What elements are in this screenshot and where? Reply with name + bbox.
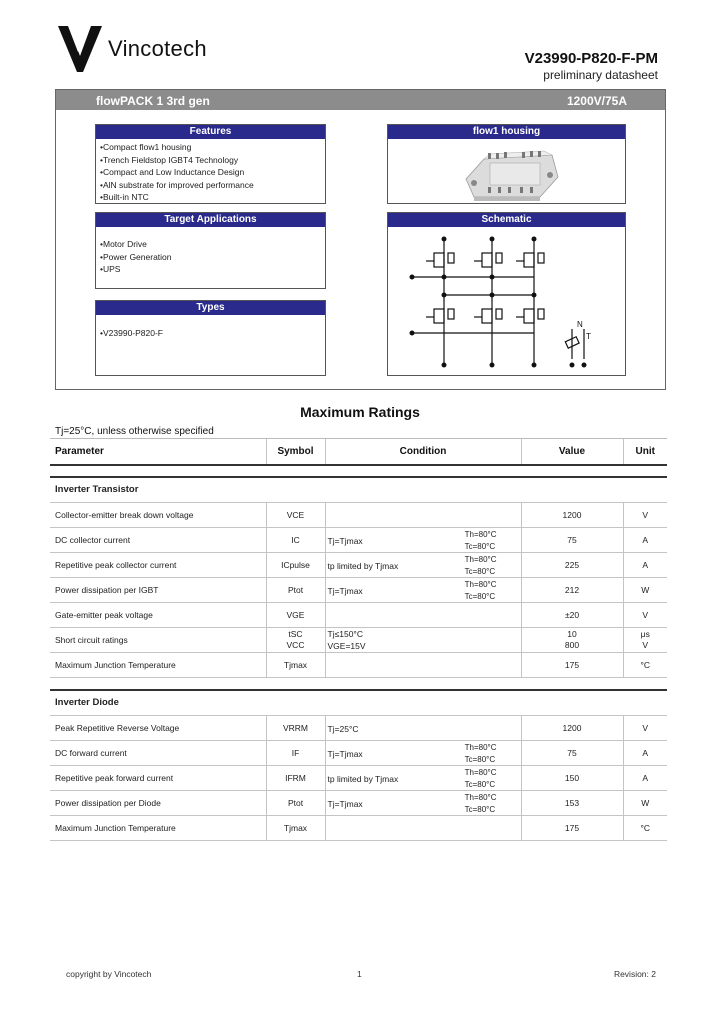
ratings-body	[50, 465, 667, 841]
features-box	[95, 124, 326, 204]
section-row	[50, 690, 667, 716]
symbol-cell: Ptot	[266, 791, 325, 816]
unit-cell: W	[623, 578, 667, 603]
parameter-cell: DC forward current	[50, 741, 266, 766]
symbol-cell: IFRM	[266, 766, 325, 791]
condition-cell	[325, 791, 521, 816]
parameter-cell: Repetitive peak collector current	[50, 553, 266, 578]
module-housing-image	[388, 139, 625, 203]
condition-cell	[325, 816, 521, 841]
summary-panel	[55, 89, 666, 390]
table-row	[50, 716, 667, 741]
section-title: Inverter Diode	[50, 690, 667, 716]
value-cell: 153	[521, 791, 623, 816]
table-row	[50, 791, 667, 816]
condition-cell	[325, 603, 521, 628]
table-row	[50, 603, 667, 628]
product-rating: 1200V/75A	[566, 94, 627, 108]
symbol-cell: tSC VCC	[266, 628, 325, 653]
unit-cell: V	[623, 603, 667, 628]
ntc-label-t: T	[586, 332, 591, 341]
value-cell: 175	[521, 653, 623, 678]
condition-text: Tj≤150°C VGE=15V	[327, 629, 366, 651]
footer-revision: Revision: 2	[613, 969, 656, 979]
temperature-condition: Th=80°C Tc=80°C	[464, 580, 497, 601]
document-status: preliminary datasheet	[543, 68, 658, 82]
housing-title: flow1 housing	[388, 125, 625, 139]
symbol-cell: IC	[266, 528, 325, 553]
value-cell: 150	[521, 766, 623, 791]
parameter-cell: Power dissipation per IGBT	[50, 578, 266, 603]
condition-cell	[325, 716, 521, 741]
col-parameter: Parameter	[50, 439, 266, 465]
value-cell: 75	[521, 741, 623, 766]
unit-cell: °C	[623, 816, 667, 841]
parameter-cell: Maximum Junction Temperature	[50, 816, 266, 841]
symbol-cell: Tjmax	[266, 816, 325, 841]
type-item: • V23990-P820-F	[100, 327, 325, 340]
parameter-cell: Collector-emitter break down voltage	[50, 503, 266, 528]
condition-cell	[325, 766, 521, 791]
condition-text: Tj=Tjmax	[327, 586, 363, 596]
value-cell: 1200	[521, 716, 623, 741]
table-header-row	[50, 439, 667, 465]
value-cell: 1200	[521, 503, 623, 528]
feature-item: • Trench Fieldstop IGBT4 Technology	[100, 154, 325, 167]
condition-cell	[325, 653, 521, 678]
table-row	[50, 528, 667, 553]
condition-cell	[325, 741, 521, 766]
table-row	[50, 578, 667, 603]
product-band	[56, 90, 665, 110]
applications-box	[95, 212, 326, 289]
unit-cell: V	[623, 503, 667, 528]
applications-list	[96, 227, 325, 276]
feature-item: • Compact and Low Inductance Design	[100, 166, 325, 179]
section-spacer	[50, 678, 667, 690]
schematic-box	[387, 212, 626, 376]
features-list	[96, 139, 325, 204]
table-row	[50, 503, 667, 528]
symbol-cell: VCE	[266, 503, 325, 528]
table-row	[50, 741, 667, 766]
ratings-title: Maximum Ratings	[300, 404, 420, 420]
table-row	[50, 653, 667, 678]
symbol-cell: Tjmax	[266, 653, 325, 678]
symbol-cell: Ptot	[266, 578, 325, 603]
footer-page-number: 1	[357, 969, 362, 979]
col-condition: Condition	[325, 439, 521, 465]
condition-cell	[325, 503, 521, 528]
unit-cell: A	[623, 741, 667, 766]
temperature-condition: Th=80°C Tc=80°C	[464, 555, 497, 576]
parameter-cell: Gate-emitter peak voltage	[50, 603, 266, 628]
ratings-note: Tj=25°C, unless otherwise specified	[55, 426, 214, 437]
temperature-condition: Th=80°C Tc=80°C	[464, 793, 497, 814]
footer-copyright: copyright by Vincotech	[66, 969, 152, 979]
parameter-cell: Maximum Junction Temperature	[50, 653, 266, 678]
types-title: Types	[96, 301, 325, 315]
symbol-cell: VRRM	[266, 716, 325, 741]
unit-cell: A	[623, 528, 667, 553]
condition-text: Tj=Tjmax	[327, 536, 363, 546]
feature-item: • Built-in NTC	[100, 191, 325, 204]
feature-item: • Compact flow1 housing	[100, 141, 325, 154]
header-spacer	[50, 465, 667, 477]
feature-item: • AlN substrate for improved performance	[100, 179, 325, 192]
condition-cell	[325, 628, 521, 653]
ntc-label-n: N	[577, 320, 583, 329]
vincotech-logo	[58, 26, 102, 72]
application-item: • Power Generation	[100, 251, 325, 264]
condition-cell	[325, 553, 521, 578]
unit-cell: W	[623, 791, 667, 816]
parameter-cell: Power dissipation per Diode	[50, 791, 266, 816]
value-cell: ±20	[521, 603, 623, 628]
table-row	[50, 766, 667, 791]
symbol-cell: VGE	[266, 603, 325, 628]
table-row	[50, 816, 667, 841]
value-cell: 212	[521, 578, 623, 603]
part-number: V23990-P820-F-PM	[524, 50, 658, 67]
value-cell: 225	[521, 553, 623, 578]
temperature-condition: Th=80°C Tc=80°C	[464, 768, 497, 789]
features-title: Features	[96, 125, 325, 139]
condition-text: tp limited by Tjmax	[327, 561, 399, 571]
unit-cell: V	[623, 716, 667, 741]
table-row	[50, 628, 667, 653]
ratings-table	[50, 438, 667, 841]
section-title: Inverter Transistor	[50, 477, 667, 503]
value-cell: 10 800	[521, 628, 623, 653]
value-cell: 75	[521, 528, 623, 553]
value-cell: 175	[521, 816, 623, 841]
condition-cell	[325, 578, 521, 603]
table-row	[50, 553, 667, 578]
product-name: flowPACK 1 3rd gen	[96, 94, 210, 108]
condition-text: tp limited by Tjmax	[327, 774, 399, 784]
inverter-schematic	[388, 227, 625, 375]
col-value: Value	[521, 439, 623, 465]
unit-cell: A	[623, 766, 667, 791]
brand-name: Vincotech	[108, 36, 207, 61]
symbol-cell: ICpulse	[266, 553, 325, 578]
application-item: • Motor Drive	[100, 238, 325, 251]
symbol-cell: IF	[266, 741, 325, 766]
housing-box	[387, 124, 626, 204]
parameter-cell: DC collector current	[50, 528, 266, 553]
section-row	[50, 477, 667, 503]
condition-cell	[325, 528, 521, 553]
unit-cell: μs V	[623, 628, 667, 653]
condition-text: Tj=Tjmax	[327, 799, 363, 809]
condition-text: Tj=25°C	[327, 724, 359, 734]
parameter-cell: Short circuit ratings	[50, 628, 266, 653]
temperature-condition: Th=80°C Tc=80°C	[464, 530, 497, 551]
temperature-condition: Th=80°C Tc=80°C	[464, 743, 497, 764]
parameter-cell: Peak Repetitive Reverse Voltage	[50, 716, 266, 741]
types-list	[96, 315, 325, 340]
condition-text: Tj=Tjmax	[327, 749, 363, 759]
schematic-title: Schematic	[388, 213, 625, 227]
types-box	[95, 300, 326, 376]
col-unit: Unit	[623, 439, 667, 465]
applications-title: Target Applications	[96, 213, 325, 227]
unit-cell: °C	[623, 653, 667, 678]
application-item: • UPS	[100, 263, 325, 276]
unit-cell: A	[623, 553, 667, 578]
parameter-cell: Repetitive peak forward current	[50, 766, 266, 791]
col-symbol: Symbol	[266, 439, 325, 465]
